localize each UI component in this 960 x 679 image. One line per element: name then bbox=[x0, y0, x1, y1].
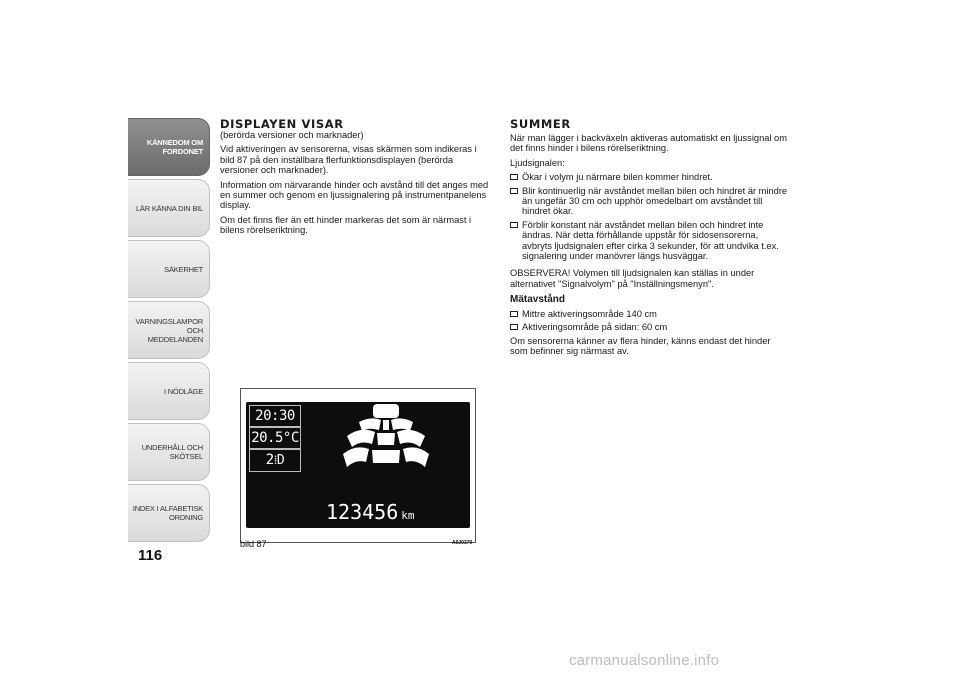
headlight-icon: ⁞D bbox=[273, 453, 285, 468]
list-item: Förblir konstant när avståndet mellan bilen och hindret inte ändras. När detta förhållande uppstår för sidosensorerna, avbryts ljudsignalen efter cirka 3 sekunder, för att undvika t.ex. signalering under manövrer längs husväggar. bbox=[510, 220, 790, 262]
volume-note: OBSERVERA! Volymen till ljudsignalen kan ställas in under alternativet "Signalvolym" på "Inställningsmenyn". bbox=[510, 268, 755, 289]
display-temperature: 20.5°C bbox=[249, 427, 301, 449]
display-odometer: 123456 km bbox=[326, 500, 415, 524]
figure-display bbox=[240, 388, 476, 543]
checkbox-bullet-icon bbox=[510, 324, 518, 330]
checkbox-bullet-icon bbox=[510, 188, 518, 194]
sensor-segment bbox=[347, 430, 375, 447]
watermark: carmanualsonline.info bbox=[569, 652, 720, 669]
sensor-segment bbox=[372, 450, 400, 463]
tab-varningslampor[interactable]: VARNINGSLAMPOR OCH MEDDELANDEN bbox=[128, 301, 210, 359]
list-item: Blir kontinuerlig när avståndet mellan bilen och hindret är mindre än ungefär 30 cm och upphör omedelbart om avståndet till hindret ökar. bbox=[510, 186, 790, 217]
instrument-display bbox=[246, 402, 470, 528]
paragraph: Om det finns fler än ett hinder markeras det som är närmast i bilens rörelseriktning. bbox=[220, 214, 472, 236]
parking-sensor-graphic bbox=[341, 404, 431, 486]
odometer-unit: km bbox=[401, 509, 415, 522]
paragraph: Om sensorerna känner av flera hinder, känns endast det hinder som befinner sig närmast av. bbox=[510, 335, 771, 356]
section-heading-summer: SUMMER bbox=[510, 117, 571, 131]
subheading-matavstand: Mätavstånd bbox=[510, 294, 566, 306]
car-silhouette bbox=[373, 404, 399, 418]
list-item: Aktiveringsområde på sidan: 60 cm bbox=[510, 322, 790, 332]
checkbox-bullet-icon bbox=[510, 222, 518, 228]
signal-label: Ljudsignalen: bbox=[510, 157, 565, 168]
checkbox-bullet-icon bbox=[510, 174, 518, 180]
tab-lar-kanna-din-bil[interactable]: LÄR KÄNNA DIN BIL bbox=[128, 179, 210, 237]
tab-i-nodlage[interactable]: I NÖDLÄGE bbox=[128, 362, 210, 420]
sensor-segment bbox=[359, 418, 381, 431]
tab-underhall-och-skotsel[interactable]: UNDERHÅLL OCH SKÖTSEL bbox=[128, 423, 210, 481]
tab-index[interactable]: INDEX I ALFABETISK ORDNING bbox=[128, 484, 210, 542]
paragraph: Information om närvarande hinder och avstånd till det anges med en summer och genom en ljussignalering på instrumentpanelens display. bbox=[220, 179, 489, 211]
version-note: (berörda versioner och marknader) bbox=[220, 130, 364, 140]
display-gear: 2⁞D bbox=[249, 449, 301, 472]
display-clock: 20:30 bbox=[249, 405, 301, 427]
tab-sakerhet[interactable]: SÄKERHET bbox=[128, 240, 210, 298]
list-item: Ökar i volym ju närmare bilen kommer hindret. bbox=[510, 172, 790, 182]
tab-kannedom-om-fordonet[interactable]: KÄNNEDOM OM FORDONET bbox=[128, 118, 210, 176]
paragraph: Vid aktiveringen av sensorerna, visas skärmen som indikeras i bild 87 på den inställbara flerfunktionsdisplayen (berörda versioner och marknader). bbox=[220, 144, 477, 176]
sensor-segment bbox=[383, 420, 389, 430]
paragraph: När man lägger i backväxeln aktiveras automatiskt en ljussignal om det finns hinder i bilens rörelseriktning. bbox=[510, 133, 787, 154]
figure-caption: bild 87 bbox=[240, 539, 267, 549]
right-column bbox=[510, 118, 790, 360]
page-number: 116 bbox=[138, 547, 163, 564]
sensor-segment bbox=[403, 447, 429, 467]
sensor-segment bbox=[377, 433, 395, 445]
sensor-segment bbox=[343, 447, 369, 467]
checkbox-bullet-icon bbox=[510, 311, 518, 317]
section-heading-displayen-visar: DISPLAYEN VISAR bbox=[220, 117, 344, 131]
figure-code: A0J0370 bbox=[452, 540, 473, 546]
left-column bbox=[220, 118, 492, 240]
sensor-segment bbox=[391, 418, 413, 431]
sensor-segment bbox=[397, 430, 425, 447]
list-item: Mittre aktiveringsområde 140 cm bbox=[510, 309, 790, 319]
